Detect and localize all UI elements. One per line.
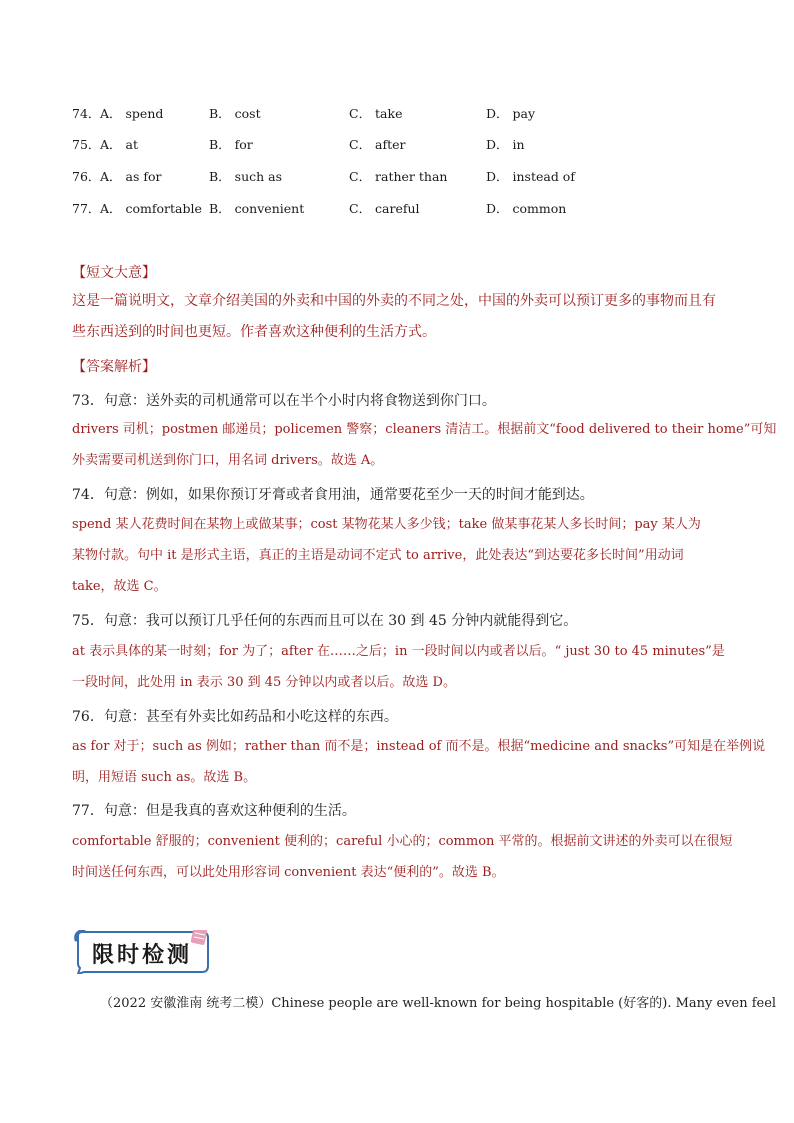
question-number: 77． bbox=[72, 201, 101, 216]
passage-intro: （2022 安徽淮南 统考二模）Chinese people are well-known for being hospitable (好客的). Many even feel bbox=[100, 996, 777, 1011]
item-77-explanation bbox=[72, 826, 732, 888]
option-d: D． common bbox=[486, 201, 567, 216]
option-b: B． such as bbox=[209, 169, 283, 184]
summary-line: 这是一篇说明文，文章介绍美国的外卖和中国的外卖的不同之处，中国的外卖可以预订更多的事物而且有 bbox=[72, 293, 716, 309]
question-number: 76． bbox=[72, 169, 101, 184]
option-b: B． convenient bbox=[209, 201, 305, 216]
item-73-explanation bbox=[72, 414, 777, 476]
analysis-heading: 【答案解析】 bbox=[72, 359, 156, 375]
option-b: B． for bbox=[209, 137, 253, 152]
option-a: A． spend bbox=[100, 106, 164, 121]
option-d: D． pay bbox=[486, 106, 536, 121]
option-c: C． after bbox=[349, 137, 406, 152]
item-74-sentence: 74．句意：例如，如果你预订牙膏或者食用油，通常要花至少一天的时间才能到达。 bbox=[72, 487, 594, 503]
question-number: 74． bbox=[72, 106, 101, 121]
option-d: D． instead of bbox=[486, 169, 575, 184]
option-b: B． cost bbox=[209, 106, 261, 121]
option-c: C． careful bbox=[349, 201, 420, 216]
explanation-line: comfortable 舒服的；convenient 便利的；careful 小心的；common 平常的。根据前文讲述的外卖可以在很短 bbox=[72, 834, 733, 849]
explanation-line: 某物付款。句中 it 是形式主语，真正的主语是动词不定式 to arrive，此处表达“到达要花多长时间”用动词 bbox=[72, 548, 684, 563]
explanation-line: 一段时间，此处用 in 表示 30 到 45 分钟以内或者以后。故选 D。 bbox=[72, 675, 456, 690]
summary-line: 些东西送到的时间也更短。作者喜欢这种便利的生活方式。 bbox=[72, 324, 436, 340]
explanation-line: 时间送任何东西，可以此处用形容词 convenient 表达“便利的”。故选 B。 bbox=[72, 865, 505, 880]
item-75-sentence: 75．句意：我可以预订几乎任何的东西而且可以在 30 到 45 分钟内就能得到它。 bbox=[72, 613, 578, 629]
explanation-line: 外卖需要司机送到你门口，用名词 drivers。故选 A。 bbox=[72, 453, 384, 468]
item-74-explanation bbox=[72, 509, 732, 602]
explanation-line: 明，用短语 such as。故选 B。 bbox=[72, 770, 257, 785]
item-75-explanation bbox=[72, 636, 732, 698]
option-c: C． rather than bbox=[349, 169, 448, 184]
option-c: C． take bbox=[349, 106, 403, 121]
summary-heading: 【短文大意】 bbox=[72, 265, 156, 281]
question-number: 75． bbox=[72, 137, 101, 152]
item-76-sentence: 76．句意：甚至有外卖比如药品和小吃这样的东西。 bbox=[72, 709, 398, 725]
option-a: A． comfortable bbox=[100, 201, 202, 216]
explanation-line: take，故选 C。 bbox=[72, 579, 167, 594]
explanation-line: at 表示具体的某一时刻；for 为了；after 在……之后；in 一段时间以内或者以后。“ just 30 to 45 minutes”是 bbox=[72, 644, 725, 659]
section-badge-title: 限时检测 bbox=[92, 943, 193, 968]
explanation-line: drivers 司机；postmen 邮递员；policemen 警察；cleaners 清洁工。根据前文“food delivered to their home”可知 bbox=[72, 422, 777, 437]
option-a: A． at bbox=[100, 137, 138, 152]
item-77-sentence: 77．句意：但是我真的喜欢这种便利的生活。 bbox=[72, 803, 356, 819]
option-a: A． as for bbox=[100, 169, 162, 184]
explanation-line: spend 某人花费时间在某物上或做某事；cost 某物花某人多少钱；take 做某事花某人多长时间；pay 某人为 bbox=[72, 517, 701, 532]
explanation-line: as for 对于；such as 例如；rather than 而不是；instead of 而不是。根据“medicine and snacks”可知是在举例说 bbox=[72, 739, 766, 754]
option-d: D． in bbox=[486, 137, 525, 152]
summary-text bbox=[72, 286, 732, 348]
item-73-sentence: 73．句意：送外卖的司机通常可以在半个小时内将食物送到你门口。 bbox=[72, 393, 496, 409]
item-76-explanation bbox=[72, 731, 766, 793]
